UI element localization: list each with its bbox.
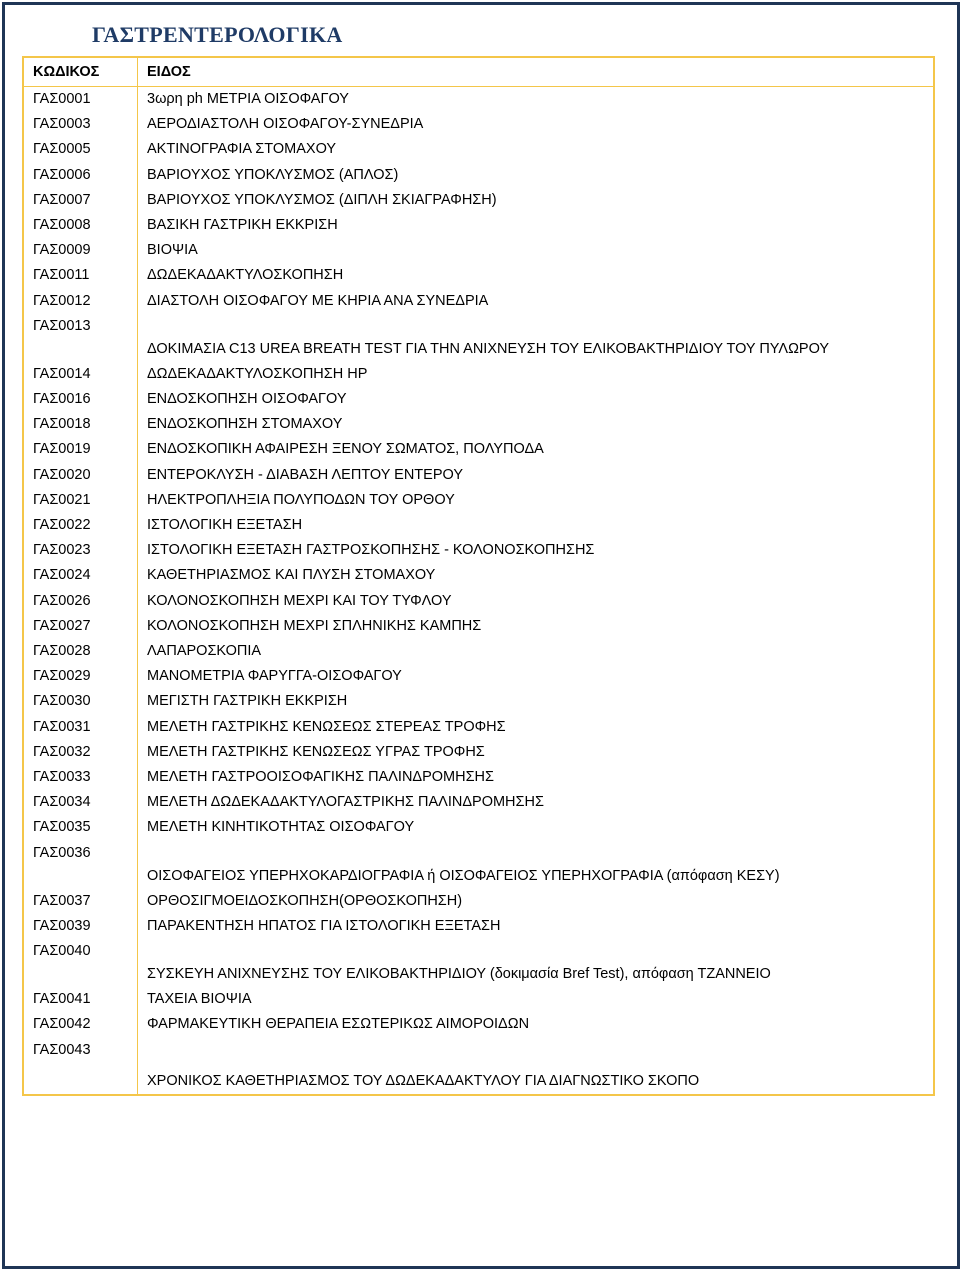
- row-code: ΓΑΣ0030: [23, 689, 138, 714]
- row-code: ΓΑΣ0001: [23, 87, 138, 113]
- row-code: ΓΑΣ0022: [23, 513, 138, 538]
- table-row: [23, 715, 934, 740]
- table-row: [23, 589, 934, 614]
- row-description: ΜΕΛΕΤΗ ΔΩΔΕΚΑΔΑΚΤΥΛΟΓΑΣΤΡΙΚΗΣ ΠΑΛΙΝΔΡΟΜΗΣΗΣ: [138, 790, 935, 815]
- row-description: ΔΩΔΕΚΑΔΑΚΤΥΛΟΣΚΟΠΗΣΗ: [138, 263, 935, 288]
- table-row: [23, 488, 934, 513]
- table-row: [23, 1012, 934, 1037]
- table-row: [23, 87, 934, 113]
- row-description: ΕΝΤΕΡΟΚΛΥΣΗ - ΔΙΑΒΑΣΗ ΛΕΠΤΟΥ ΕΝΤΕΡΟΥ: [138, 463, 935, 488]
- row-description: ΙΣΤΟΛΟΓΙΚΗ ΕΞΕΤΑΣΗ: [138, 513, 935, 538]
- row-code: ΓΑΣ0023: [23, 538, 138, 563]
- table-row: [23, 740, 934, 765]
- table-row: [23, 112, 934, 137]
- row-code: ΓΑΣ0037: [23, 889, 138, 914]
- row-description: 3ωρη ph ΜΕΤΡΙΑ ΟΙΣΟΦΑΓΟΥ: [138, 87, 935, 113]
- page-title: ΓΑΣΤΡΕΝΤΕΡΟΛΟΓΙΚΑ: [92, 22, 343, 47]
- row-description: ΟΙΣΟΦΑΓΕΙΟΣ ΥΠΕΡΗΧΟΚΑΡΔΙΟΓΡΑΦΙΑ ή ΟΙΣΟΦΑΓΕΙΟΣ ΥΠΕΡΗΧΟΓΡΑΦΙΑ (απόφαση ΚΕΣΥ): [138, 841, 935, 889]
- row-description: ΚΑΘΕΤΗΡΙΑΣΜΟΣ ΚΑΙ ΠΛΥΣΗ ΣΤΟΜΑΧΟΥ: [138, 563, 935, 588]
- row-description: ΚΟΛΟΝΟΣΚΟΠΗΣΗ ΜΕΧΡΙ ΚΑΙ ΤΟΥ ΤΥΦΛΟΥ: [138, 589, 935, 614]
- row-code: ΓΑΣ0031: [23, 715, 138, 740]
- table-row: [23, 314, 934, 362]
- row-description: ΒΑΣΙΚΗ ΓΑΣΤΡΙΚΗ ΕΚΚΡΙΣΗ: [138, 213, 935, 238]
- table-header-row: [23, 57, 934, 87]
- table-row: [23, 412, 934, 437]
- row-description: ΜΑΝΟΜΕΤΡΙΑ ΦΑΡΥΓΓΑ-ΟΙΣΟΦΑΓΟΥ: [138, 664, 935, 689]
- row-code: ΓΑΣ0021: [23, 488, 138, 513]
- row-description: ΧΡΟΝΙΚΟΣ ΚΑΘΕΤΗΡΙΑΣΜΟΣ ΤΟΥ ΔΩΔΕΚΑΔΑΚΤΥΛΟΥ ΓΙΑ ΔΙΑΓΝΩΣΤΙΚΟ ΣΚΟΠΟ: [138, 1038, 935, 1095]
- row-code: ΓΑΣ0026: [23, 589, 138, 614]
- row-code: ΓΑΣ0020: [23, 463, 138, 488]
- table-row: [23, 263, 934, 288]
- row-description: ΕΝΔΟΣΚΟΠΗΣΗ ΣΤΟΜΑΧΟΥ: [138, 412, 935, 437]
- row-code: ΓΑΣ0024: [23, 563, 138, 588]
- row-code: ΓΑΣ0041: [23, 987, 138, 1012]
- table-row: [23, 614, 934, 639]
- row-code: ΓΑΣ0006: [23, 163, 138, 188]
- table-row: [23, 841, 934, 889]
- row-description: ΠΑΡΑΚΕΝΤΗΣΗ ΗΠΑΤΟΣ ΓΙΑ ΙΣΤΟΛΟΓΙΚΗ ΕΞΕΤΑΣΗ: [138, 914, 935, 939]
- row-code: ΓΑΣ0008: [23, 213, 138, 238]
- row-code: ΓΑΣ0032: [23, 740, 138, 765]
- table-row: [23, 689, 934, 714]
- row-description: ΔΙΑΣΤΟΛΗ ΟΙΣΟΦΑΓΟΥ ΜΕ ΚΗΡΙΑ ΑΝΑ ΣΥΝΕΔΡΙΑ: [138, 289, 935, 314]
- row-code: ΓΑΣ0014: [23, 362, 138, 387]
- row-code: ΓΑΣ0012: [23, 289, 138, 314]
- table-row: [23, 939, 934, 987]
- table-body: [23, 87, 934, 1095]
- row-code: ΓΑΣ0043: [23, 1038, 138, 1095]
- row-code: ΓΑΣ0013: [23, 314, 138, 362]
- row-description: ΚΟΛΟΝΟΣΚΟΠΗΣΗ ΜΕΧΡΙ ΣΠΛΗΝΙΚΗΣ ΚΑΜΠΗΣ: [138, 614, 935, 639]
- table-row: [23, 765, 934, 790]
- table-row: [23, 889, 934, 914]
- row-description: ΜΕΛΕΤΗ ΓΑΣΤΡΟΟΙΣΟΦΑΓΙΚΗΣ ΠΑΛΙΝΔΡΟΜΗΣΗΣ: [138, 765, 935, 790]
- row-description: ΕΝΔΟΣΚΟΠΙΚΗ ΑΦΑΙΡΕΣΗ ΞΕΝΟΥ ΣΩΜΑΤΟΣ, ΠΟΛΥΠΟΔΑ: [138, 437, 935, 462]
- row-code: ΓΑΣ0005: [23, 137, 138, 162]
- table-row: [23, 790, 934, 815]
- table-row: [23, 137, 934, 162]
- row-description: ΟΡΘΟΣΙΓΜΟΕΙΔΟΣΚΟΠΗΣΗ(ΟΡΘΟΣΚΟΠΗΣΗ): [138, 889, 935, 914]
- header-type: ΕΙΔΟΣ: [138, 57, 935, 87]
- table-row: [23, 238, 934, 263]
- table-row: [23, 387, 934, 412]
- row-code: ΓΑΣ0003: [23, 112, 138, 137]
- table-row: [23, 188, 934, 213]
- table-row: [23, 463, 934, 488]
- table-row: [23, 437, 934, 462]
- row-code: ΓΑΣ0011: [23, 263, 138, 288]
- row-description: ΔΟΚΙΜΑΣΙΑ C13 UREA BREATH TEST ΓΙΑ ΤΗΝ ΑΝΙΧΝΕΥΣΗ ΤΟΥ ΕΛΙΚΟΒΑΚΤΗΡΙΔΙΟΥ ΤΟΥ ΠΥΛΩΡΟΥ: [138, 314, 935, 362]
- row-description: ΔΩΔΕΚΑΔΑΚΤΥΛΟΣΚΟΠΗΣΗ HP: [138, 362, 935, 387]
- row-code: ΓΑΣ0016: [23, 387, 138, 412]
- row-code: ΓΑΣ0039: [23, 914, 138, 939]
- row-description: ΛΑΠΑΡΟΣΚΟΠΙΑ: [138, 639, 935, 664]
- table-row: [23, 513, 934, 538]
- row-code: ΓΑΣ0027: [23, 614, 138, 639]
- row-description: ΙΣΤΟΛΟΓΙΚΗ ΕΞΕΤΑΣΗ ΓΑΣΤΡΟΣΚΟΠΗΣΗΣ - ΚΟΛΟΝΟΣΚΟΠΗΣΗΣ: [138, 538, 935, 563]
- row-code: ΓΑΣ0042: [23, 1012, 138, 1037]
- header-code: ΚΩΔΙΚΟΣ: [23, 57, 138, 87]
- row-description: ΒΑΡΙΟΥΧΟΣ ΥΠΟΚΛΥΣΜΟΣ (ΑΠΛΟΣ): [138, 163, 935, 188]
- row-description: ΕΝΔΟΣΚΟΠΗΣΗ ΟΙΣΟΦΑΓΟΥ: [138, 387, 935, 412]
- row-code: ΓΑΣ0007: [23, 188, 138, 213]
- table-row: [23, 362, 934, 387]
- row-description: ΜΕΛΕΤΗ ΓΑΣΤΡΙΚΗΣ ΚΕΝΩΣΕΩΣ ΥΓΡΑΣ ΤΡΟΦΗΣ: [138, 740, 935, 765]
- row-description: ΜΕΛΕΤΗ ΚΙΝΗΤΙΚΟΤΗΤΑΣ ΟΙΣΟΦΑΓΟΥ: [138, 815, 935, 840]
- table-row: [23, 563, 934, 588]
- row-description: ΑΚΤΙΝΟΓΡΑΦΙΑ ΣΤΟΜΑΧΟΥ: [138, 137, 935, 162]
- table-row: [23, 639, 934, 664]
- row-description: ΒΙΟΨΙΑ: [138, 238, 935, 263]
- row-description: ΣΥΣΚΕΥΗ ΑΝΙΧΝΕΥΣΗΣ ΤΟΥ ΕΛΙΚΟΒΑΚΤΗΡΙΔΙΟΥ (δοκιμασία Bref Test), απόφαση ΤΖΑΝΝΕΙΟ: [138, 939, 935, 987]
- row-code: ΓΑΣ0033: [23, 765, 138, 790]
- row-description: ΜΕΓΙΣΤΗ ΓΑΣΤΡΙΚΗ ΕΚΚΡΙΣΗ: [138, 689, 935, 714]
- table-row: [23, 289, 934, 314]
- row-description: ΗΛΕΚΤΡΟΠΛΗΞΙΑ ΠΟΛΥΠΟΔΩΝ ΤΟΥ ΟΡΘΟΥ: [138, 488, 935, 513]
- row-description: ΒΑΡΙΟΥΧΟΣ ΥΠΟΚΛΥΣΜΟΣ (ΔΙΠΛΗ ΣΚΙΑΓΡΑΦΗΣΗ): [138, 188, 935, 213]
- row-code: ΓΑΣ0009: [23, 238, 138, 263]
- table-row: [23, 213, 934, 238]
- table-row: [23, 987, 934, 1012]
- table-row: [23, 1038, 934, 1095]
- row-description: ΦΑΡΜΑΚΕΥΤΙΚΗ ΘΕΡΑΠΕΙΑ ΕΣΩΤΕΡΙΚΩΣ ΑΙΜΟΡΟΙΔΩΝ: [138, 1012, 935, 1037]
- row-code: ΓΑΣ0035: [23, 815, 138, 840]
- table-row: [23, 163, 934, 188]
- row-code: ΓΑΣ0029: [23, 664, 138, 689]
- row-code: ΓΑΣ0019: [23, 437, 138, 462]
- row-description: ΤΑΧΕΙΑ ΒΙΟΨΙΑ: [138, 987, 935, 1012]
- row-description: ΜΕΛΕΤΗ ΓΑΣΤΡΙΚΗΣ ΚΕΝΩΣΕΩΣ ΣΤΕΡΕΑΣ ΤΡΟΦΗΣ: [138, 715, 935, 740]
- row-code: ΓΑΣ0034: [23, 790, 138, 815]
- procedure-codes-table: [22, 56, 935, 1096]
- row-description: ΑΕΡΟΔΙΑΣΤΟΛΗ ΟΙΣΟΦΑΓΟΥ-ΣΥΝΕΔΡΙΑ: [138, 112, 935, 137]
- row-code: ΓΑΣ0036: [23, 841, 138, 889]
- table-row: [23, 914, 934, 939]
- table-row: [23, 538, 934, 563]
- table-row: [23, 664, 934, 689]
- row-code: ΓΑΣ0040: [23, 939, 138, 987]
- row-code: ΓΑΣ0018: [23, 412, 138, 437]
- table-row: [23, 815, 934, 840]
- row-code: ΓΑΣ0028: [23, 639, 138, 664]
